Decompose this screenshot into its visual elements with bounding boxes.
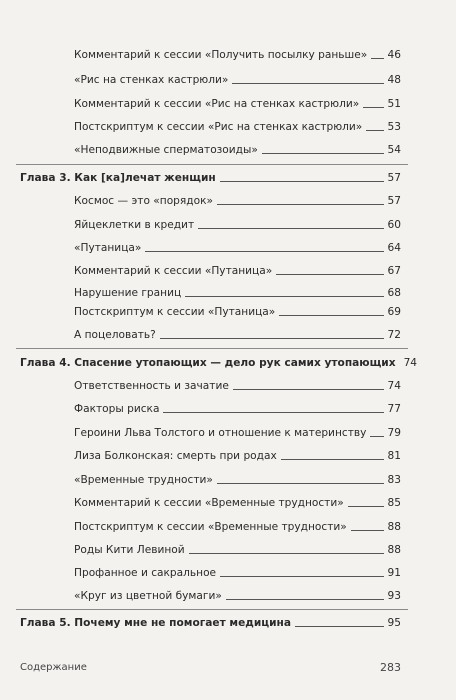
toc-entry[interactable] <box>74 286 401 300</box>
toc-entry-page: 53 <box>387 121 401 133</box>
page-number: 283 <box>380 661 401 674</box>
toc-entry-page: 81 <box>387 450 401 462</box>
toc-entry-page: 60 <box>387 219 401 231</box>
toc-entry-title: Постскриптум к сессии «Рис на стенках кастрюли» <box>74 121 363 133</box>
toc-entry-title: Комментарий к сессии «Временные трудности» <box>74 497 344 509</box>
toc-entry[interactable] <box>74 496 401 510</box>
toc-entry-page: 83 <box>387 474 401 486</box>
toc-entry[interactable] <box>74 426 401 440</box>
toc-entry[interactable] <box>74 402 401 416</box>
leader-line <box>163 410 383 413</box>
leader-line <box>145 249 383 252</box>
leader-line <box>233 387 384 390</box>
toc-entry-page: 54 <box>387 144 401 156</box>
toc-entry-page: 67 <box>387 265 401 277</box>
leader-line <box>217 481 384 484</box>
toc-chapter-5[interactable] <box>20 616 401 630</box>
toc-entry-page: 91 <box>387 567 401 579</box>
toc-entry-title: Постскриптум к сессии «Путаница» <box>74 306 276 318</box>
toc-chapter-4[interactable] <box>20 356 418 370</box>
toc-entry[interactable] <box>74 143 401 157</box>
leader-line <box>363 105 383 108</box>
toc-entry[interactable] <box>74 473 401 487</box>
toc-entry-title: Яйцеклетки в кредит <box>74 219 195 231</box>
leader-line <box>281 457 384 460</box>
toc-entry[interactable] <box>74 566 401 580</box>
toc-entry[interactable] <box>74 48 401 62</box>
divider <box>16 348 408 349</box>
leader-line <box>226 597 384 600</box>
toc-entry-page: 72 <box>387 329 401 341</box>
leader-line <box>279 313 383 316</box>
toc-entry[interactable] <box>74 218 401 232</box>
toc-entry-title: Комментарий к сессии «Путаница» <box>74 265 273 277</box>
toc-entry-title: «Круг из цветной бумаги» <box>74 590 222 602</box>
toc-entry[interactable] <box>74 97 401 111</box>
toc-entry-page: 85 <box>387 497 401 509</box>
toc-entry[interactable] <box>74 73 401 87</box>
toc-entry-title: «Рис на стенках кастрюли» <box>74 74 229 86</box>
toc-entry-title: Профанное и сакральное <box>74 567 217 579</box>
chapter-page: 95 <box>387 617 401 629</box>
toc-entry-title: Ответственность и зачатие <box>74 380 229 392</box>
leader-line <box>185 294 383 297</box>
chapter-title: Глава 4. Спасение утопающих — дело рук самих утопающих <box>20 357 396 369</box>
leader-line <box>232 81 383 84</box>
toc-entry[interactable] <box>74 120 401 134</box>
toc-entry[interactable] <box>74 589 401 603</box>
leader-line <box>366 128 383 131</box>
toc-entry-title: Героини Льва Толстого и отношение к материнству <box>74 427 367 439</box>
toc-entry-title: «Временные трудности» <box>74 474 213 486</box>
toc-entry-page: 46 <box>387 49 401 61</box>
toc-entry-title: Факторы риска <box>74 403 160 415</box>
toc-entry[interactable] <box>74 449 401 463</box>
toc-entry[interactable] <box>74 194 401 208</box>
toc-entry[interactable] <box>74 379 401 393</box>
leader-line <box>295 624 384 627</box>
divider <box>16 164 408 165</box>
toc-entry-page: 69 <box>387 306 401 318</box>
toc-entry-page: 88 <box>387 544 401 556</box>
leader-line <box>276 272 383 275</box>
toc-entry[interactable] <box>74 264 401 278</box>
leader-line <box>371 56 383 59</box>
toc-entry-page: 74 <box>387 380 401 392</box>
leader-line <box>348 504 384 507</box>
leader-line <box>220 179 384 182</box>
toc-entry[interactable] <box>74 328 401 342</box>
toc-entry-page: 93 <box>387 590 401 602</box>
chapter-title: Глава 3. Как [ка]лечат женщин <box>20 172 216 184</box>
leader-line <box>370 434 383 437</box>
running-footer-section: Содержание <box>20 662 87 673</box>
toc-entry-page: 79 <box>387 427 401 439</box>
toc-entry-title: Нарушение границ <box>74 287 182 299</box>
chapter-page: 57 <box>387 172 401 184</box>
toc-entry-title: Роды Кити Левиной <box>74 544 185 556</box>
leader-line <box>198 226 383 229</box>
toc-entry[interactable] <box>74 241 401 255</box>
toc-entry-page: 57 <box>387 195 401 207</box>
toc-entry-title: Лиза Болконская: смерть при родах <box>74 450 277 462</box>
toc-entry-title: Комментарий к сессии «Получить посылку раньше» <box>74 49 368 61</box>
leader-line <box>160 336 384 339</box>
toc-entry-page: 68 <box>387 287 401 299</box>
toc-entry-page: 88 <box>387 521 401 533</box>
leader-line <box>217 202 384 205</box>
toc-entry-title: «Неподвижные сперматозоиды» <box>74 144 258 156</box>
leader-line <box>220 574 383 577</box>
leader-line <box>262 151 384 154</box>
divider <box>16 609 408 610</box>
leader-line <box>189 551 384 554</box>
toc-entry-title: «Путаница» <box>74 242 142 254</box>
leader-line <box>351 528 384 531</box>
toc-entry-title: Космос — это «порядок» <box>74 195 213 207</box>
toc-entry[interactable] <box>74 305 401 319</box>
toc-entry-title: Комментарий к сессии «Рис на стенках кастрюли» <box>74 98 360 110</box>
toc-entry-title: Постскриптум к сессии «Временные трудности» <box>74 521 347 533</box>
toc-entry-title: А поцеловать? <box>74 329 156 341</box>
toc-entry-page: 48 <box>387 74 401 86</box>
toc-entry[interactable] <box>74 543 401 557</box>
toc-entry-page: 64 <box>387 242 401 254</box>
toc-entry[interactable] <box>74 520 401 534</box>
toc-chapter-3[interactable] <box>20 171 401 185</box>
chapter-page: 74 <box>403 357 418 369</box>
toc-entry-page: 77 <box>387 403 401 415</box>
toc-entry-page: 51 <box>387 98 401 110</box>
chapter-title: Глава 5. Почему мне не помогает медицина <box>20 617 291 629</box>
